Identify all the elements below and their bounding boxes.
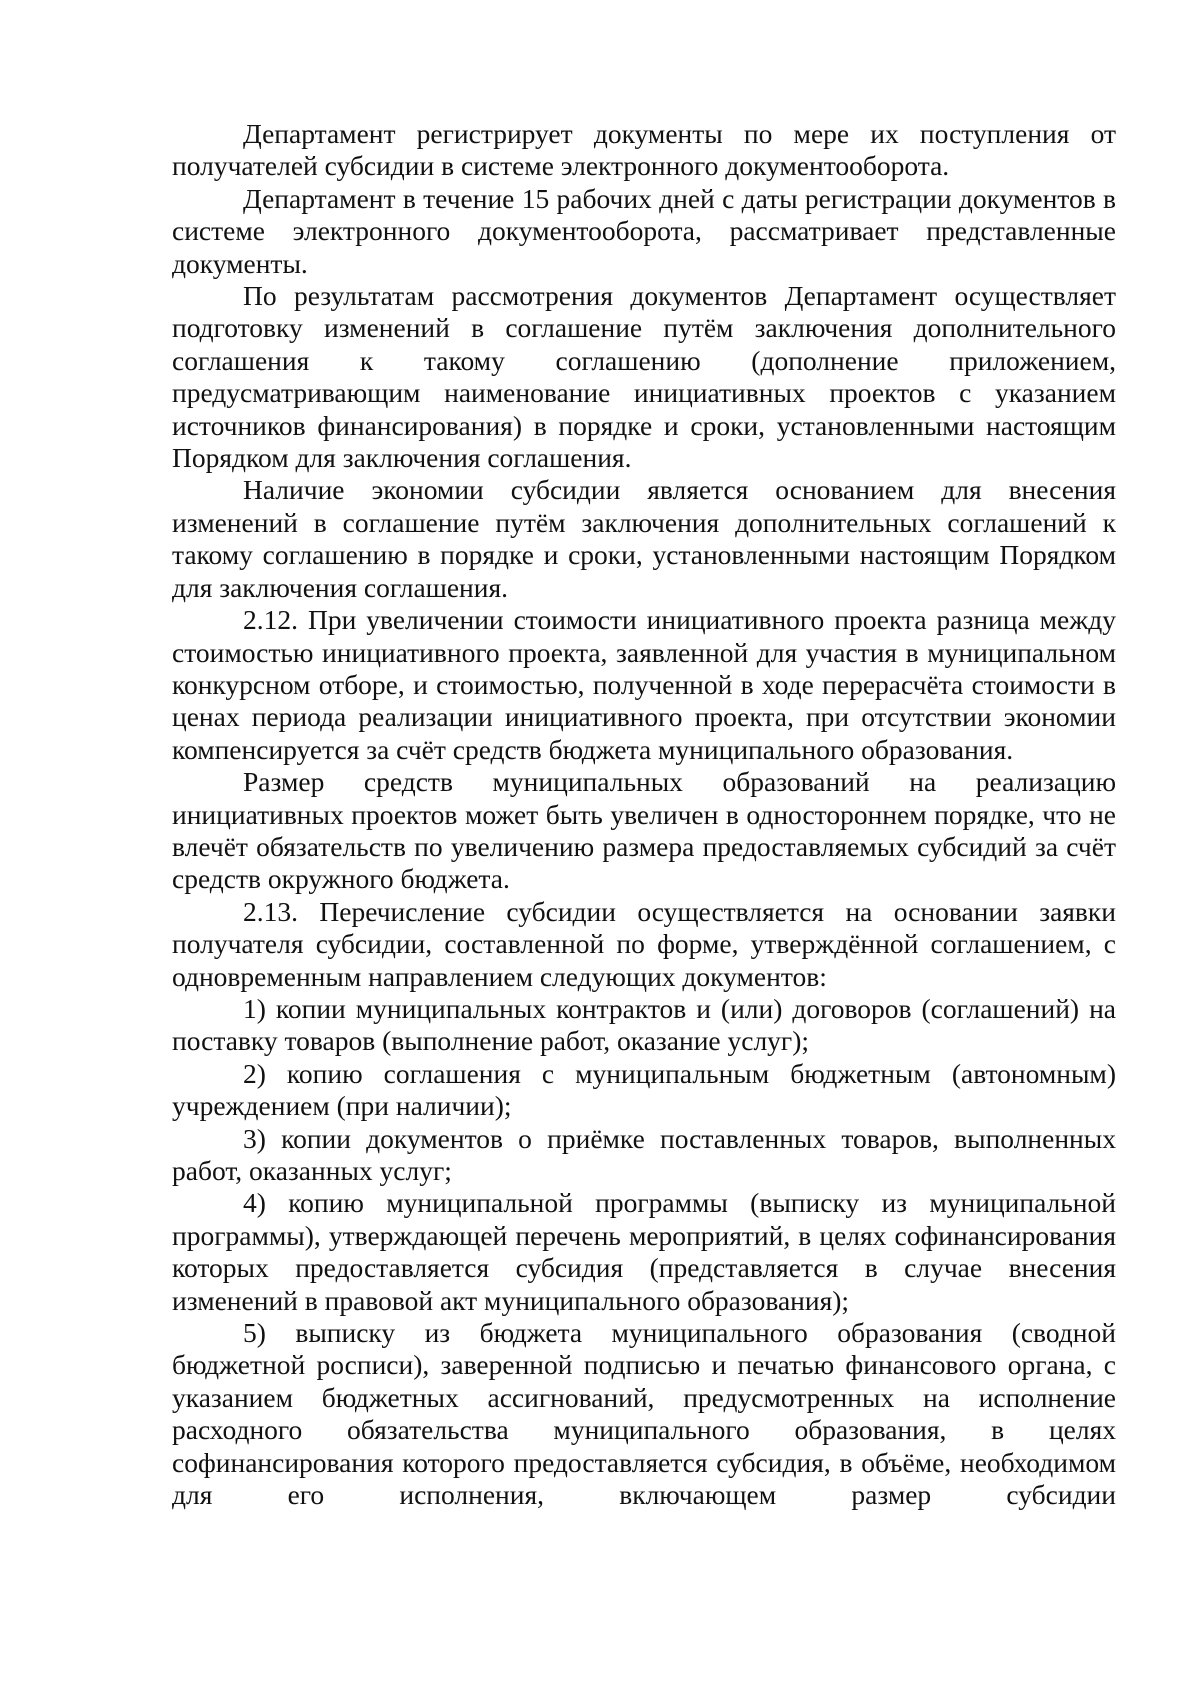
list-item-4: 4) копию муниципальной программы (выписку из муниципальной программы), утверждающей перечень мероприятий, в целях софинансирования которых предоставляется субсидия (представляется в случае внесения изменений в правовой акт муниципального образования); [172, 1187, 1116, 1316]
paragraph-registration: Департамент регистрирует документы по мере их поступления от получателей субсидии в системе электронного документооборота. [172, 118, 1116, 182]
list-item-5: 5) выписку из бюджета муниципального образования (сводной бюджетной росписи), заверенной подписью и печатью финансового органа, с указанием бюджетных ассигнований, предусмотренных на исполнение расходного обязательства муниципального образования, в целях софинансирования которого предоставляется субсидия, в объёме, необходимом для его исполнения, включающем размер субсидии [172, 1317, 1116, 1511]
list-item-3: 3) копии документов о приёмке поставленных товаров, выполненных работ, оказанных услуг; [172, 1122, 1116, 1186]
paragraph-2-12: 2.12. При увеличении стоимости инициативного проекта разница между стоимостью инициативного проекта, заявленной для участия в муниципальном конкурсном отборе, и стоимостью, полученной в ходе перерасчёта стоимости в ценах периода реализации инициативного проекта, при отсутствии экономии компенсируется за счёт средств бюджета муниципального образования. [172, 604, 1116, 765]
list-item-2: 2) копию соглашения с муниципальным бюджетным (автономным) учреждением (при наличии); [172, 1057, 1116, 1122]
paragraph-review-results: По результатам рассмотрения документов Департамент осуществляет подготовку изменений в соглашение путём заключения дополнительного соглашения к такому соглашению (дополнение приложением, предусматривающим наименование инициативных проектов с указанием источников финансирования) в порядке и сроки, установленными настоящим Порядком для заключения соглашения. [172, 280, 1116, 474]
document-body [172, 118, 1116, 1511]
paragraph-municipal-funds: Размер средств муниципальных образований на реализацию инициативных проектов может быть увеличен в одностороннем порядке, что не влечёт обязательств по увеличению размера предоставляемых субсидий за счёт средств окружного бюджета. [172, 766, 1116, 895]
paragraph-savings: Наличие экономии субсидии является основанием для внесения изменений в соглашение путём заключения дополнительных соглашений к такому соглашению в порядке и сроки, установленными настоящим Порядком для заключения соглашения. [172, 474, 1116, 603]
paragraph-2-13: 2.13. Перечисление субсидии осуществляется на основании заявки получателя субсидии, составленной по форме, утверждённой соглашением, с одновременным направлением следующих документов: [172, 895, 1116, 992]
paragraph-review-period: Департамент в течение 15 рабочих дней с даты регистрации документов в системе электронного документооборота, рассматривает представленные документы. [172, 182, 1116, 279]
list-item-1: 1) копии муниципальных контрактов и (или) договоров (соглашений) на поставку товаров (выполнение работ, оказание услуг); [172, 992, 1116, 1057]
